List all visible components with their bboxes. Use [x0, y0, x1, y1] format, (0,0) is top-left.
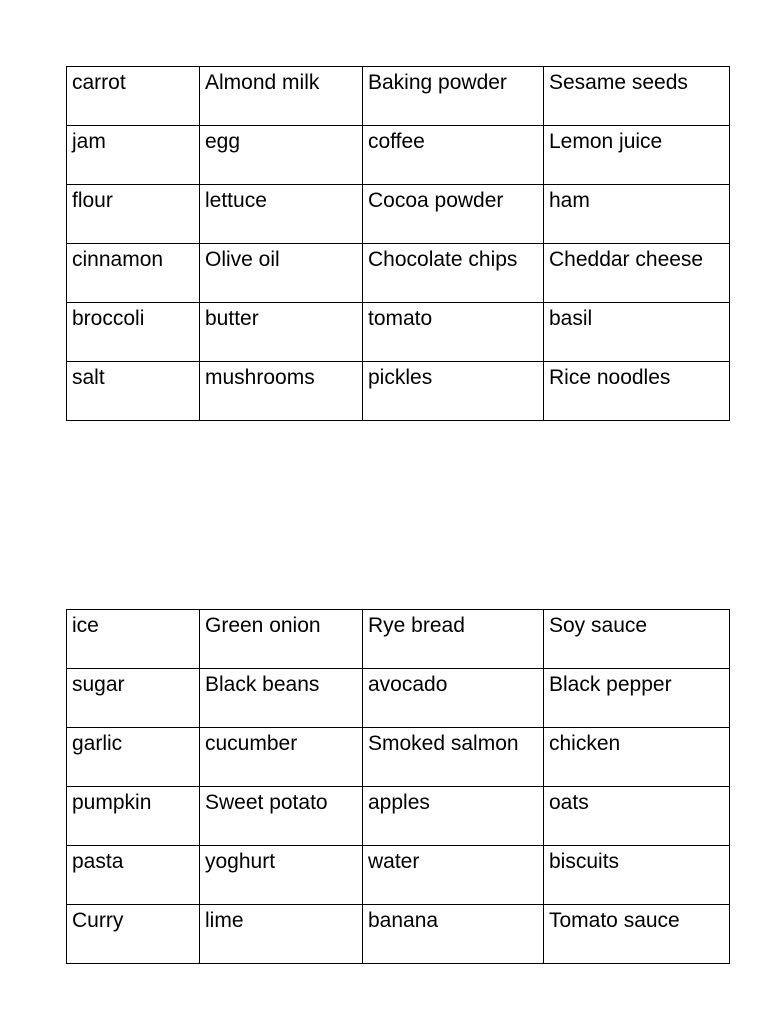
table-cell: jam	[67, 126, 200, 185]
table-cell: pumpkin	[67, 787, 200, 846]
table-cell: broccoli	[67, 303, 200, 362]
table-cell: Cheddar cheese	[544, 244, 730, 303]
table-cell: biscuits	[544, 846, 730, 905]
table-cell: cinnamon	[67, 244, 200, 303]
table-cell: carrot	[67, 67, 200, 126]
table-cell: mushrooms	[200, 362, 363, 421]
table-cell: Rye bread	[363, 610, 544, 669]
table-row	[67, 846, 730, 905]
table-cell: Chocolate chips	[363, 244, 544, 303]
table-cell: lime	[200, 905, 363, 964]
table-cell: water	[363, 846, 544, 905]
table-cell: yoghurt	[200, 846, 363, 905]
table-row	[67, 787, 730, 846]
table-cell: lettuce	[200, 185, 363, 244]
table-cell: Almond milk	[200, 67, 363, 126]
table-cell: Black beans	[200, 669, 363, 728]
table-cell: Sweet potato	[200, 787, 363, 846]
table-cell: flour	[67, 185, 200, 244]
table-cell: oats	[544, 787, 730, 846]
table-cell: Tomato sauce	[544, 905, 730, 964]
table-cell: Baking powder	[363, 67, 544, 126]
table-cell: Lemon juice	[544, 126, 730, 185]
table-row	[67, 67, 730, 126]
ingredient-table-top	[66, 66, 730, 421]
table-cell: Curry	[67, 905, 200, 964]
table-row	[67, 905, 730, 964]
table-row	[67, 362, 730, 421]
table-cell: sugar	[67, 669, 200, 728]
table-cell: pickles	[363, 362, 544, 421]
table-cell: Olive oil	[200, 244, 363, 303]
table-row	[67, 126, 730, 185]
table-cell: salt	[67, 362, 200, 421]
table-cell: garlic	[67, 728, 200, 787]
table-row	[67, 303, 730, 362]
table-cell: tomato	[363, 303, 544, 362]
table-cell: butter	[200, 303, 363, 362]
table-cell: Cocoa powder	[363, 185, 544, 244]
table-row	[67, 244, 730, 303]
table-cell: banana	[363, 905, 544, 964]
table-cell: Smoked salmon	[363, 728, 544, 787]
table-cell: chicken	[544, 728, 730, 787]
table-cell: Sesame seeds	[544, 67, 730, 126]
table-cell: apples	[363, 787, 544, 846]
table-cell: ham	[544, 185, 730, 244]
table-cell: Black pepper	[544, 669, 730, 728]
table-cell: Green onion	[200, 610, 363, 669]
table-cell: egg	[200, 126, 363, 185]
table-row	[67, 185, 730, 244]
table-cell: ice	[67, 610, 200, 669]
table-row	[67, 669, 730, 728]
ingredient-table-bottom	[66, 609, 730, 964]
table-row	[67, 610, 730, 669]
table-cell: avocado	[363, 669, 544, 728]
table-row	[67, 728, 730, 787]
table-cell: cucumber	[200, 728, 363, 787]
table-cell: coffee	[363, 126, 544, 185]
table-cell: pasta	[67, 846, 200, 905]
table-cell: Soy sauce	[544, 610, 730, 669]
table-cell: Rice noodles	[544, 362, 730, 421]
table-cell: basil	[544, 303, 730, 362]
